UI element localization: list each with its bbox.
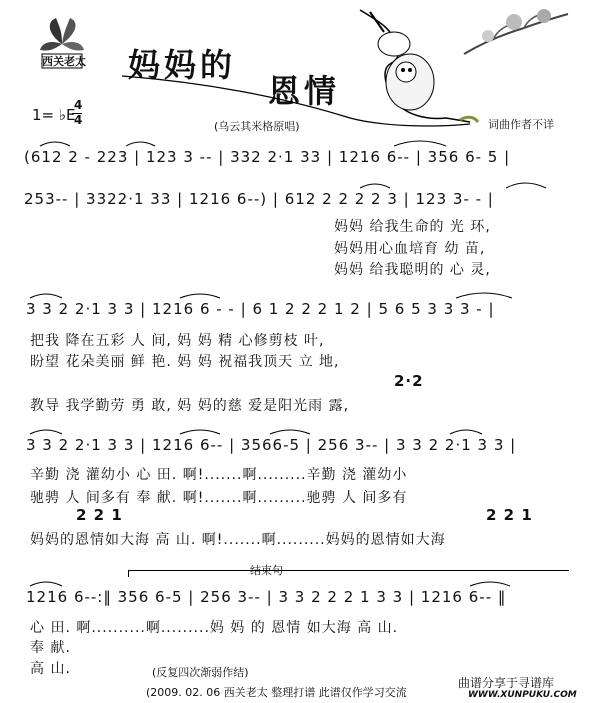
overlay-notes-row-4-left: 2 2 1 — [76, 506, 123, 524]
key-signature: 1= ♭E — [32, 106, 76, 124]
overlay-notes-row-3: 2·2 — [394, 372, 424, 390]
score-row-3: 3 3 2 2·1 3 3 | 1216 6 - - | 6 1 2 2 2 1 2 | 5 6 5 3 3 3 - | — [26, 300, 495, 318]
share-text: 曲谱分享于寻谱库 — [458, 676, 555, 690]
repeat-note: (反复四次渐弱作结) — [152, 666, 249, 679]
credit: 词曲作者不详 — [488, 118, 554, 131]
lyric-row-4-line-3: 妈妈的恩情如大海 高 山. 啊!.......啊.........妈妈的恩情如大海 — [30, 532, 446, 548]
score-row-4: 3 3 2 2·1 3 3 | 1216 6-- | 3566-5 | 256 3-- | 3 3 2 2·1 3 3 | — [26, 436, 517, 454]
lyric-row-3-line-1: 把我 降在五彩 人 间, 妈 妈 精 心修剪枝 叶, — [30, 333, 325, 349]
lyric-row-4-line-2: 驰骋 人 间多有 奉 献. 啊!.......啊.........驰骋 人 间多有 — [30, 490, 408, 506]
time-signature-bottom: 4 — [74, 113, 83, 127]
logo-text: 西关老太 — [42, 55, 86, 68]
ending-label: 结束句 — [250, 564, 283, 577]
lyric-row-5-line-2: 奉 献. — [30, 640, 71, 656]
site-url: WWW.XUNPUKU.COM — [468, 690, 577, 700]
lyric-row-5-line-3: 高 山. — [30, 661, 71, 677]
page-title-part1: 妈妈的 — [128, 46, 237, 84]
lyric-row-3-line-3: 教导 我学勤劳 勇 敢, 妈 妈的慈 爱是阳光雨 露, — [30, 398, 350, 414]
lyric-row-3-line-2: 盼望 花朵美丽 鲜 艳. 妈 妈 祝福我顶天 立 地, — [30, 354, 340, 370]
score-row-2: 253-- | 3322·1 33 | 1216 6--) | 612 2 2 2 2 3 | 123 3- - | — [24, 190, 494, 208]
lyric-row-5-line-1: 心 田. 啊..........啊.........妈 妈 的 恩情 如大海 高 山. — [30, 620, 399, 636]
lyric-row-2-line-3: 妈妈 给我聪明的 心 灵, — [334, 262, 491, 278]
lyric-row-4-line-1: 辛勤 浇 灌幼小 心 田. 啊!.......啊.........辛勤 浇 灌幼小 — [30, 467, 408, 483]
score-row-1: (612 2 - 223 | 123 3 -- | 332 2·1 33 | 1216 6-- | 356 6- 5 | — [24, 148, 511, 166]
source-note: (2009. 02. 06 西关老太 整理打谱 此谱仅作学习交流 — [146, 686, 407, 699]
lyric-row-2-line-1: 妈妈 给我生命的 光 环, — [334, 219, 491, 235]
score-row-5: 1216 6--:‖ 356 6-5 | 256 3-- | 3 3 2 2 2 1 3 3 | 1216 6-- ‖ — [26, 588, 507, 606]
overlay-notes-row-4-right: 2 2 1 — [486, 506, 533, 524]
time-signature-top: 4 — [74, 98, 83, 112]
lyric-row-2-line-2: 妈妈用心血培育 幼 苗, — [334, 241, 486, 257]
page-title-part2: 恩情 — [268, 72, 341, 110]
singer-note: (乌云其米格原唱) — [214, 120, 300, 133]
